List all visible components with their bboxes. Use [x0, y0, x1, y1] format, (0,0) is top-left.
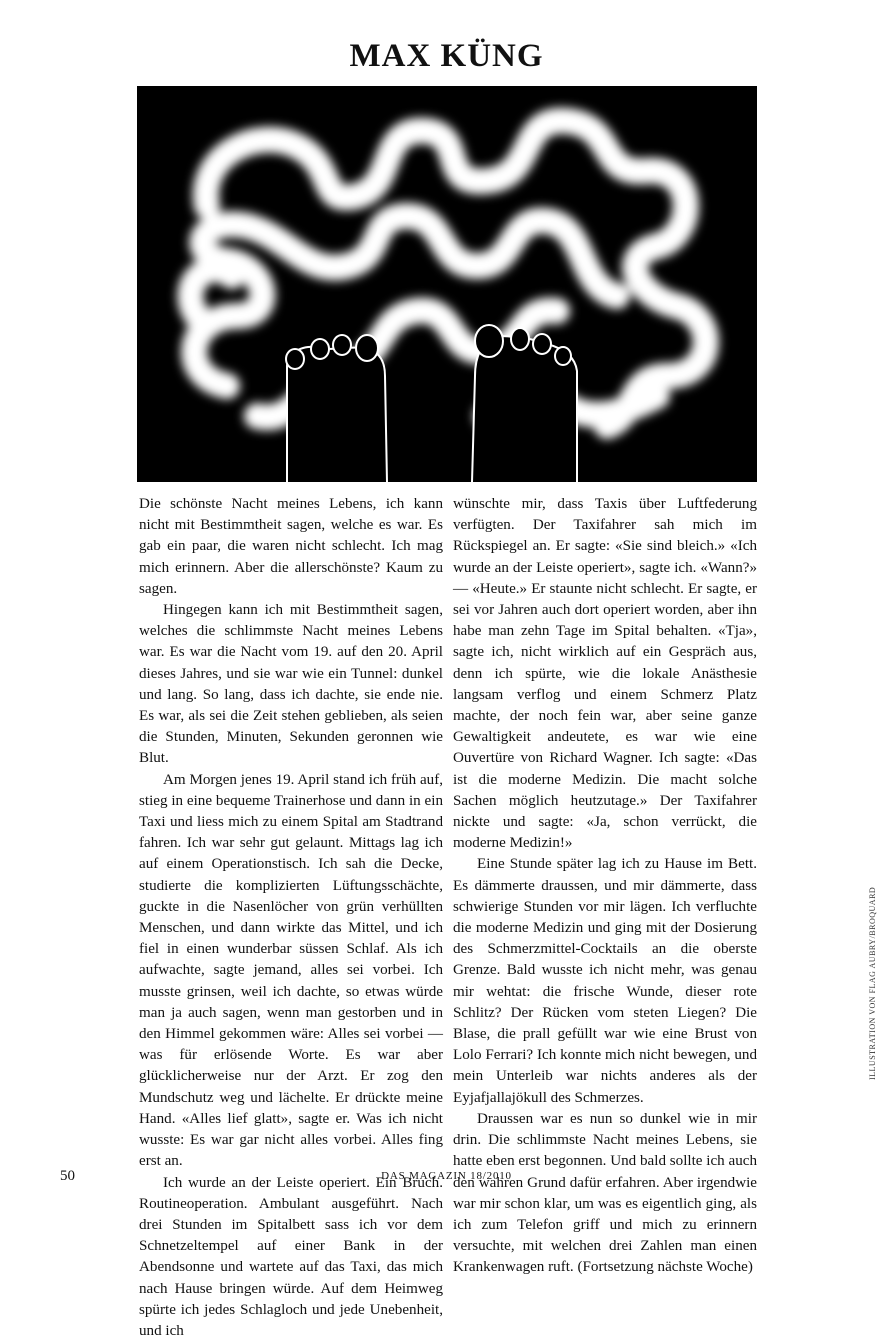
article-column-right: [453, 494, 757, 1279]
feet-illustration: [137, 86, 757, 482]
right-foot: [472, 325, 577, 482]
paragraph: Am Morgen jenes 19. April stand ich früh auf, stieg in eine bequeme Trainerhose und dann in ein Taxi und liess mich zu einem Spital am Stadtrand fahren. Ich war sehr gut gelaunt. Mittags lag ich auf einem Operationstisch. Ich sah die Decke, studierte die komplizierten Lüftungsschächte, guckte in die Nasenlöcher von grün verhüllten Menschen, und dann wirkte das Mittel, und ich fiel in einen wunderbar süssen Schlaf. Als ich aufwachte, sagte jemand, alles sei vorbei. Ich musste grinsen, weil ich dachte, so etwas würde man ja auch sagen, wenn man gestorben und in den Himmel gekommen wäre: Alles sei vorbei — was für erlösende Worte. Es war aber glücklicherweise nur der Arzt. Er zog den Mundschutz weg und lächelte. Er drückte meine Hand. «Alles lief glatt», sagte er. Was ich nicht wusste: Es war gar nicht alles vorbei. Alles fing erst an.: [139, 770, 443, 1173]
article-title: MAX KÜNG: [0, 38, 893, 75]
paragraph: Eine Stunde später lag ich zu Hause im Bett. Es dämmerte draussen, und mir dämmerte, dass schwierige Stunden vor mir lägen. Ich verfluchte die moderne Medizin und ging mit der Dosierung des Schmerzmittel-Cocktails an die oberste Grenze. Bald wusste ich nicht mehr, was genau mir wehtat: die frische Wunde, dieser rote Schlitz? Der Rücken vom steten Liegen? Die Blase, die prall gefüllt war wie eine Brust von Lolo Ferrari? Ich konnte mich nicht bewegen, und mein Unterleib war nichts anderes als der Eyjafjallajökull des Schmerzes.: [453, 854, 757, 1108]
paragraph: Ich wurde an der Leiste operiert. Ein Bruch. Routineoperation. Ambulant ausgeführt. Nach drei Stunden im Spitalbett sass ich vor dem Schnetzeltempel auf einer Bank in der Abendsonne und wartete auf das Taxi, das mich nach Hause bringen würde. Auf dem Heimweg spürte ich jedes Schlagloch und jede Unebenheit, und ich: [139, 1173, 443, 1342]
paragraph: Die schönste Nacht meines Lebens, ich kann nicht mit Bestimmtheit sagen, welche es war. Es gab ein paar, die waren nicht schlecht. Ich mag mich erinnern. Aber die allerschönste? Kaum zu sagen.: [139, 494, 443, 600]
paragraph: wünschte mir, dass Taxis über Luftfederung verfügten. Der Taxifahrer sah mich im Rückspiegel an. Er sagte: «Sie sind bleich.» «Ich wurde an der Leiste operiert», sagte ich. «Wann?» — «Heute.» Er staunte nicht schlecht. Er sagte, er sei vor Jahren auch dort operiert worden, aber ihn habe man zehn Tage im Spital behalten. «Tja», sagte ich, nicht wirklich auf ein Gespräch aus, denn ich spürte, wie die lokale Anästhesie langsam verflog und einem Schmerz Platz machte, der noch fein war, aber seine ganze Gewaltigkeit andeutete, es war wie eine Ouvertüre von Richard Wagner. Ich sagte: «Das ist die moderne Medizin. Die macht solche Sachen möglich heutzutage.» Der Taxifahrer nickte und sagte: «Ja, schon verrückt, die moderne Medizin!»: [453, 494, 757, 854]
page-number: 50: [60, 1168, 75, 1185]
article-column-left: [139, 494, 443, 1342]
paragraph: Hingegen kann ich mit Bestimmtheit sagen, welches die schlimmste Nacht meines Lebens war. Es war die Nacht vom 19. auf den 20. April dieses Jahres, und sie war wie ein Tunnel: dunkel und lang. So lang, dass ich dachte, sie ende nie. Es war, als sei die Zeit stehen geblieben, als seien die Stunden, Minuten, Sekunden geronnen wie Blut.: [139, 600, 443, 770]
paragraph: Draussen war es nun so dunkel wie in mir drin. Die schlimmste Nacht meines Lebens, sie hatte eben erst begonnen. Und bald sollte ich auch den wahren Grund dafür erfahren. Aber irgendwie war mir schon klar, um was es eigentlich ging, als ich zum Telefon griff und mich zu erinnern versuchte, mit welchen drei Zahlen man einen Krankenwagen ruft. (Fortsetzung nächste Woche): [453, 1109, 757, 1279]
left-foot: [286, 335, 387, 482]
illustration-credit: ILLUSTRATION VON FLAG AUBRY/BROQUARD: [868, 887, 877, 1080]
magazine-footer: DAS MAGAZIN 18/2010: [0, 1170, 893, 1182]
